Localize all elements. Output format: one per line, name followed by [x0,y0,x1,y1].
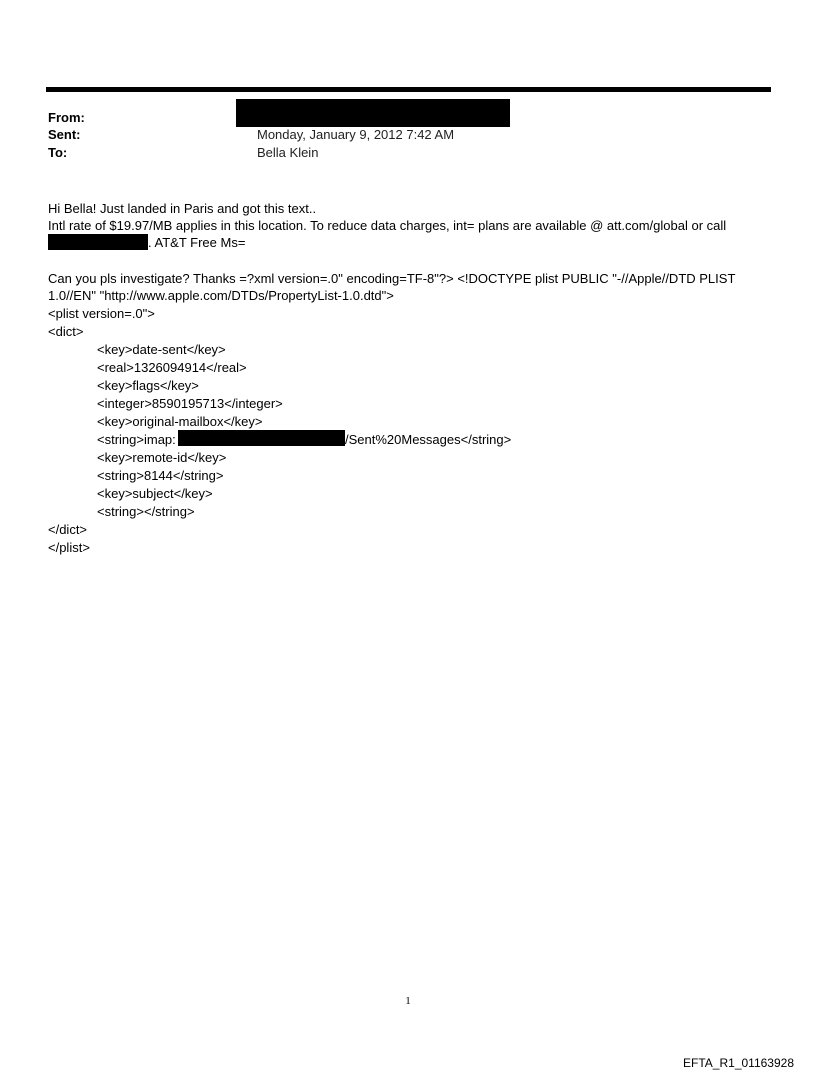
redacted-from-value [236,99,510,127]
to-value: Bella Klein [257,145,319,160]
from-label: From: [48,110,85,125]
to-label: To: [48,145,68,160]
body-line-att-free: . AT&T Free Ms= [148,235,246,250]
plist-line: <integer>8590195713</integer> [97,396,283,411]
plist-imap-prefix: <string>imap: [97,432,176,447]
redacted-phone-number [48,234,148,250]
document-id: EFTA_R1_01163928 [683,1056,794,1070]
plist-line: <key>subject</key> [97,486,213,501]
body-line-att-text: Intl rate of $19.97/MB applies in this location. To reduce data charges, int= plans are available @ att.com/global or call [48,218,727,233]
sent-value: Monday, January 9, 2012 7:42 AM [257,127,455,142]
body-line-plist-open: <plist version=.0"> [48,306,155,321]
sent-label: Sent: [48,127,81,142]
body-line-question: Can you pls investigate? Thanks =?xml version=.0" encoding=TF-8"?> <!DOCTYPE plist PUBLIC "-//Apple//DTD PLIST [48,271,736,286]
plist-imap-suffix: /Sent%20Messages</string> [345,432,512,447]
plist-line: <real>1326094914</real> [97,360,247,375]
body-line-dict-close: </dict> [48,522,88,537]
plist-line: <string>8144</string> [97,468,224,483]
body-line-dict-open: <dict> [48,324,84,339]
header-rule [46,87,771,92]
plist-line: <key>flags</key> [97,378,199,393]
body-line-greeting: Hi Bella! Just landed in Paris and got this text.. [48,201,317,216]
redacted-imap-host [178,430,345,446]
plist-line: <key>date-sent</key> [97,342,226,357]
page-number: 1 [405,995,411,1007]
plist-line: <key>remote-id</key> [97,450,227,465]
plist-line: <string></string> [97,504,195,519]
body-line-plist-close: </plist> [48,540,90,555]
body-line-dtd: 1.0//EN" "http://www.apple.com/DTDs/PropertyList-1.0.dtd"> [48,288,394,303]
plist-line: <key>original-mailbox</key> [97,414,263,429]
